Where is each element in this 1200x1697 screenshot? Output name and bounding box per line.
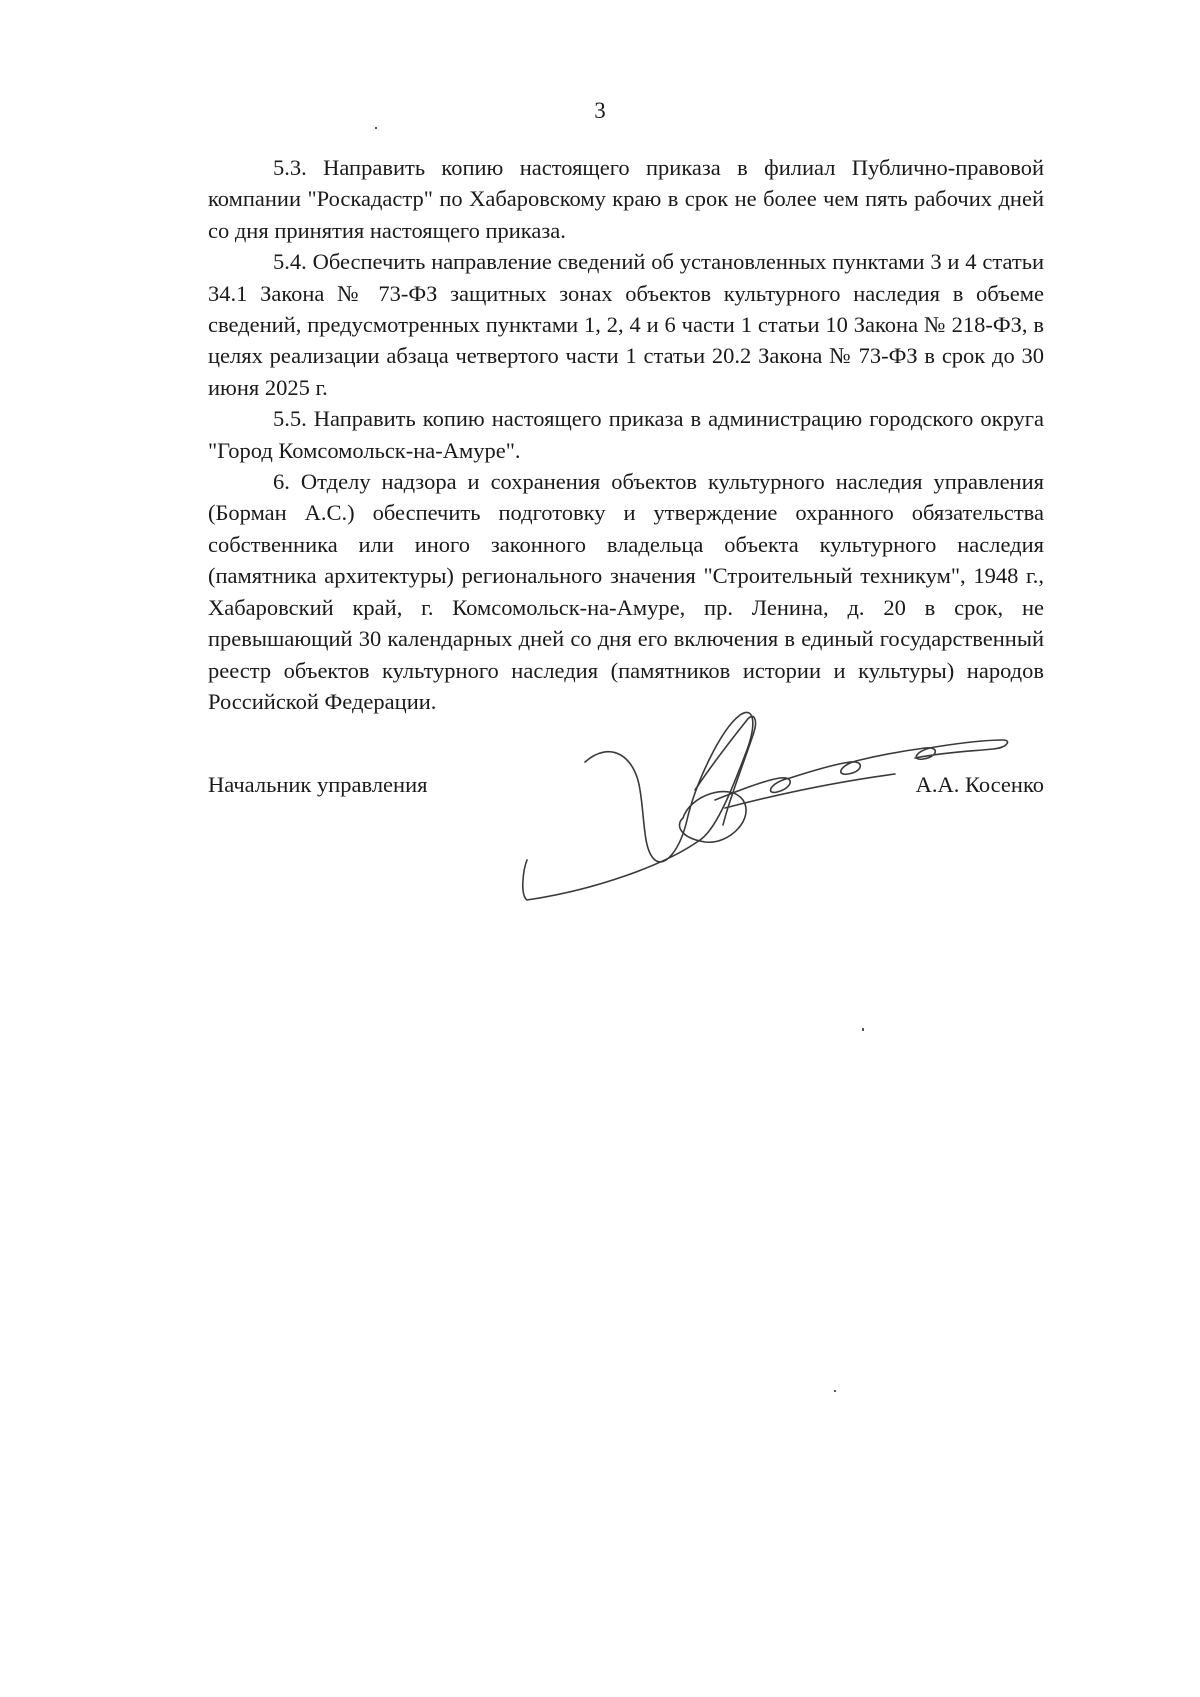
paragraph-5-4: 5.4. Обеспечить направление сведений об установленных пунктами 3 и 4 статьи 34.1 Закона № 73-ФЗ защитных зонах объектов культурного наследия в объеме сведений, предусмотренных пунктами 1, 2, 4 и 6 части 1 статьи 10 Закона № 218-ФЗ, в целях реализации абзаца четвертого части 1 статьи 20.2 Закона № 73-ФЗ в срок до 30 июня 2025 г. bbox=[208, 249, 1044, 400]
scan-speck bbox=[834, 1390, 836, 1392]
paragraph-5-3: 5.3. Направить копию настоящего приказа в филиал Публично-правовой компании "Роскадастр" по Хабаровскому краю в срок не более чем пять рабочих дней со дня принятия настоящего приказа. bbox=[208, 155, 1044, 243]
page-number: 3 bbox=[594, 98, 606, 123]
paragraph-5-5: 5.5. Направить копию настоящего приказа в администрацию городского округа "Город Комсомольск-на-Амуре". bbox=[208, 406, 1044, 463]
scan-speck bbox=[375, 127, 377, 129]
signer-name: А.А. Косенко bbox=[915, 772, 1044, 797]
signer-position: Начальник управления bbox=[208, 772, 428, 797]
paragraph-6: 6. Отделу надзора и сохранения объектов культурного наследия управления (Борман А.С.) обеспечить подготовку и утверждение охранного обязательства собственника или иного законного владельца объекта культурного наследия (памятника архитектуры) регионального значения "Строительный техникум", 1948 г., Хабаровский край, г. Комсомольск-на-Амуре, пр. Ленина, д. 20 в срок, не превышающий 30 календарных дней со дня его включения в единый государственный реестр объектов культурного наследия (памятников истории и культуры) народов Российской Федерации. bbox=[208, 469, 1044, 714]
scan-speck bbox=[862, 1028, 864, 1031]
signature-icon bbox=[515, 700, 1015, 910]
document-body bbox=[208, 152, 1044, 717]
